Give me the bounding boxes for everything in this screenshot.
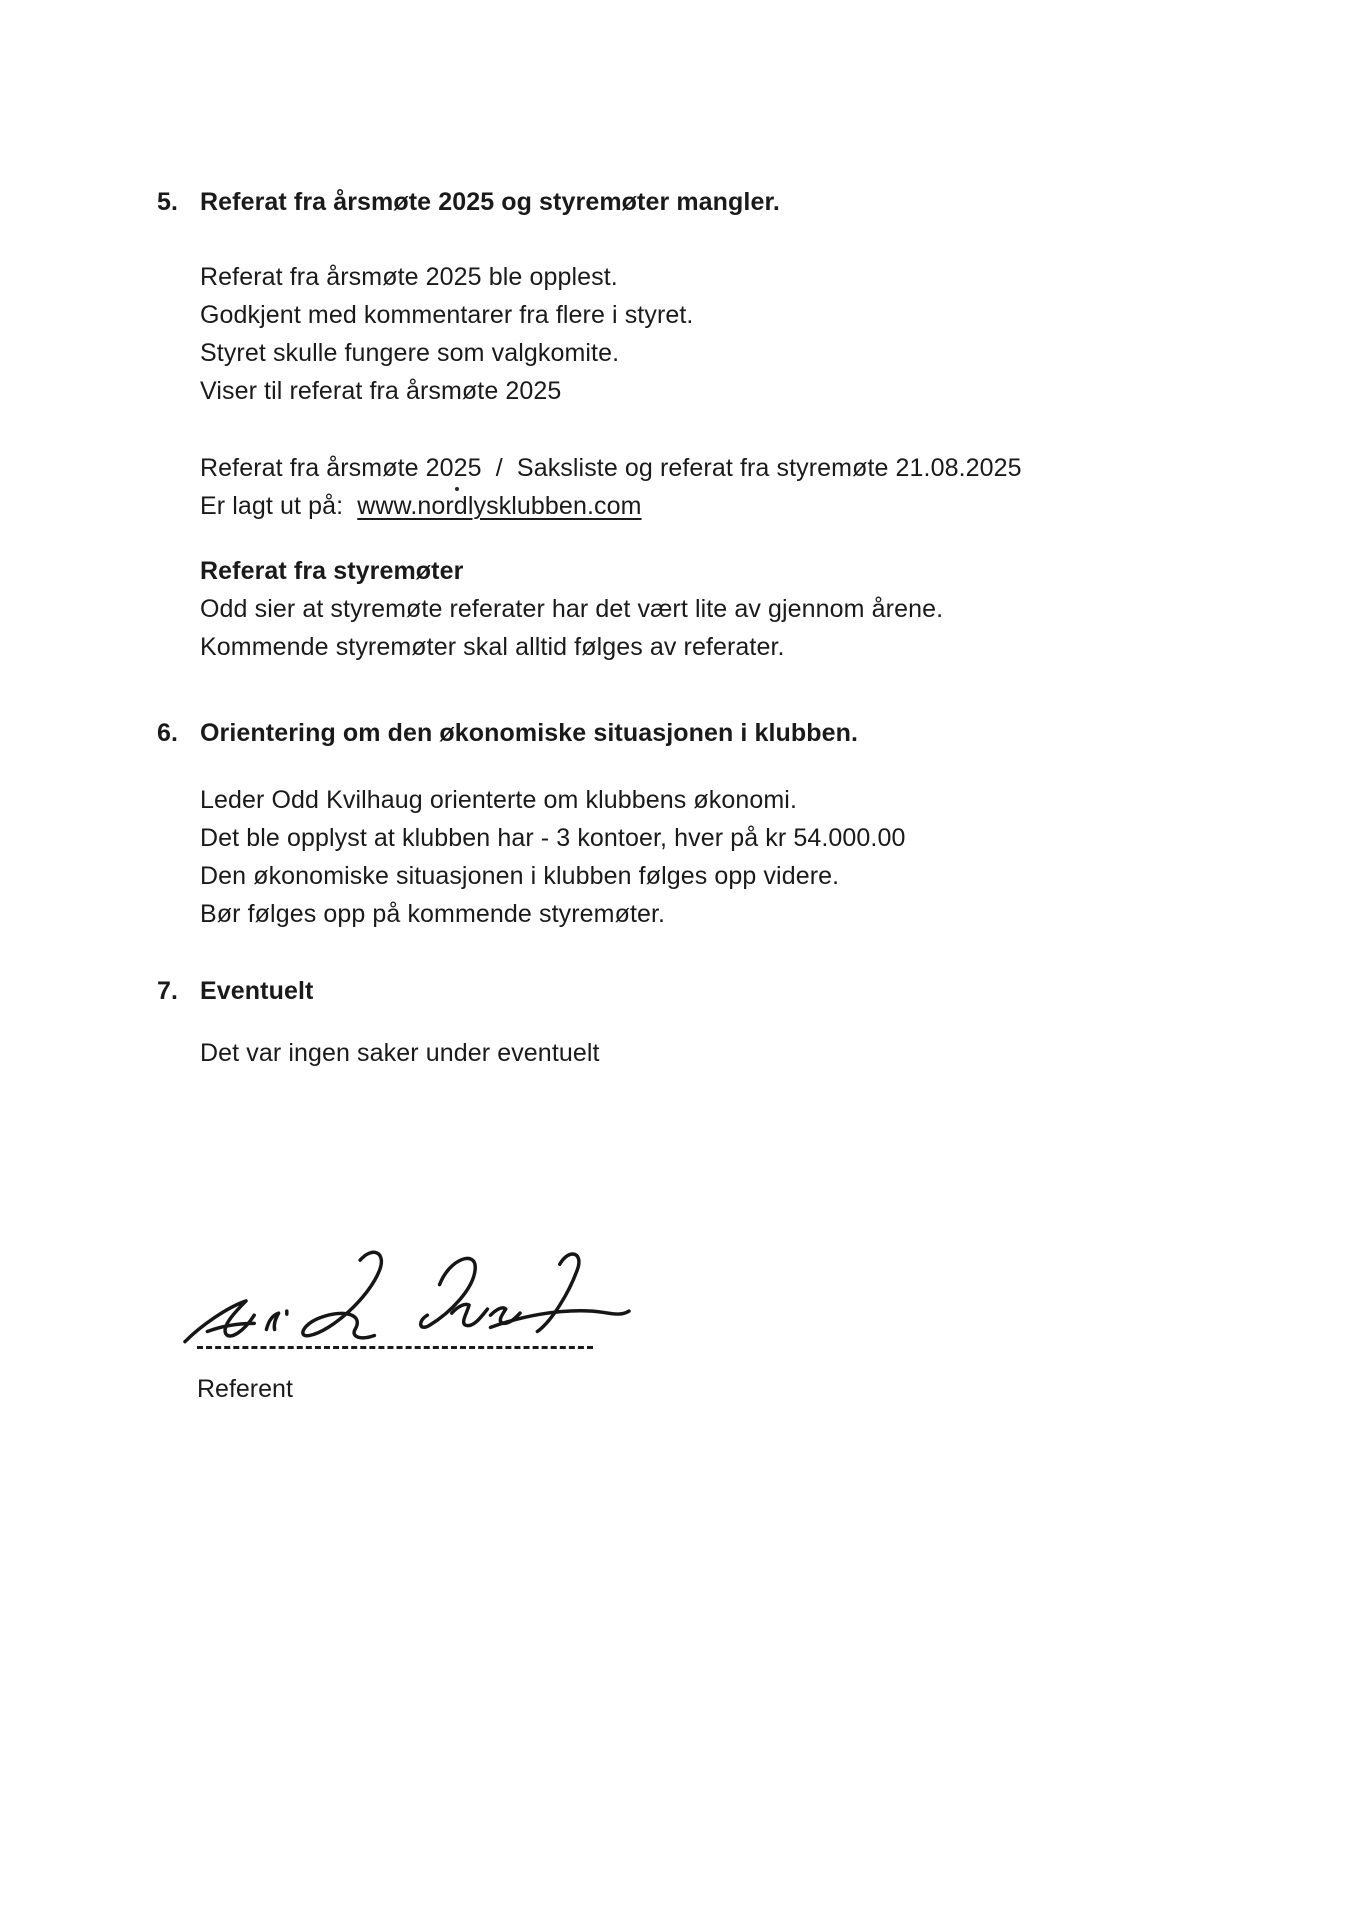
paragraph-line [200, 487, 1022, 525]
section-5-number: 5. [157, 188, 179, 216]
paragraph-line: Odd sier at styremøte referater har det vært lite av gjennom årene. [200, 595, 944, 623]
section-7-title: Eventuelt [200, 977, 314, 1005]
section-5-paragraph-1 [200, 258, 693, 410]
section-5-subsection [200, 552, 943, 666]
section-5-title: Referat fra årsmøte 2025 og styremøter mangler. [200, 188, 780, 216]
section-6-title: Orientering om den økonomiske situasjonen i klubben. [200, 719, 859, 747]
paragraph-line: Styret skulle fungere som valgkomite. [200, 339, 620, 367]
section-6-paragraph [200, 781, 905, 933]
section-5-heading [157, 183, 780, 221]
section-7-heading [157, 972, 313, 1010]
section-6-number: 6. [157, 719, 179, 747]
paragraph-line: Kommende styremøter skal alltid følges av referater. [200, 633, 785, 661]
section-6-heading [157, 714, 858, 752]
paragraph-line: Det var ingen saker under eventuelt [200, 1039, 600, 1067]
section-5-paragraph-2 [200, 449, 1022, 525]
paragraph-line: Viser til referat fra årsmøte 2025 [200, 377, 562, 405]
section-7-number: 7. [157, 977, 179, 1005]
paragraph-line: Bør følges opp på kommende styremøter. [200, 900, 666, 928]
link-prefix-text: Er lagt ut på: [200, 492, 358, 520]
paragraph-line: Referat fra årsmøte 2025 / Saksliste og referat fra styremøte 21.08.2025 [200, 454, 1022, 482]
paragraph-line: Det ble opplyst at klubben har - 3 kontoer, hver på kr 54.000.00 [200, 824, 906, 852]
paragraph-line: Den økonomiske situasjonen i klubben følges opp videre. [200, 862, 840, 890]
scan-artifact-dot [455, 487, 459, 491]
signature-line [197, 1346, 593, 1349]
subsection-title: Referat fra styremøter [200, 557, 464, 585]
referent-label: Referent [197, 1375, 293, 1403]
paragraph-line: Leder Odd Kvilhaug orienterte om klubbens økonomi. [200, 786, 797, 814]
website-link[interactable]: www.nordlysklubben.com [357, 492, 642, 520]
paragraph-line: Godkjent med kommentarer fra flere i styret. [200, 301, 694, 329]
signature-scribble [178, 1250, 638, 1360]
section-7-paragraph [200, 1034, 600, 1072]
paragraph-line: Referat fra årsmøte 2025 ble opplest. [200, 263, 618, 291]
